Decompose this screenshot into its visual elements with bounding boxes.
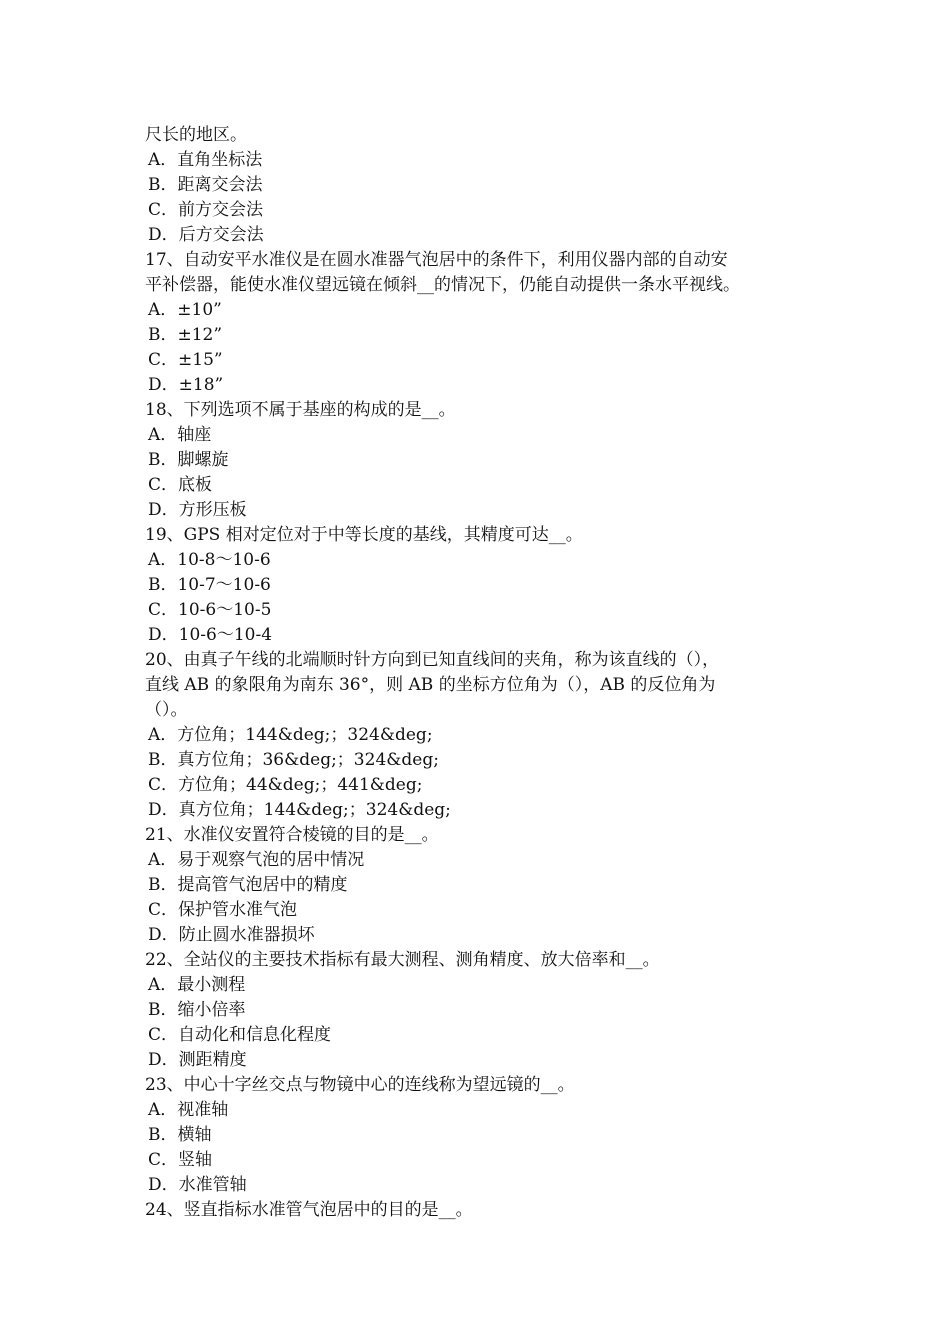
- option-line: A．最小测程: [148, 975, 246, 995]
- option-line: D．测距精度: [148, 1050, 247, 1070]
- question-19: 19、GPS 相对定位对于中等长度的基线，其精度可达__。: [145, 525, 583, 545]
- option-line: B．±12”: [148, 325, 223, 345]
- option-line: D．±18”: [148, 375, 224, 395]
- option-line: A．轴座: [148, 425, 212, 445]
- question-continuation: 直线 AB 的象限角为南东 36°，则 AB 的坐标方位角为（），AB 的反位角为: [145, 675, 716, 695]
- option-line: B．提高管气泡居中的精度: [148, 875, 348, 895]
- option-line: C．10-6～10-5: [148, 600, 272, 620]
- option-line: D．10-6～10-4: [148, 625, 273, 645]
- question-continuation: 尺长的地区。: [145, 125, 247, 145]
- question-17: 17、自动安平水准仪是在圆水准器气泡居中的条件下，利用仪器内部的自动安: [145, 250, 728, 270]
- option-line: C．±15”: [148, 350, 223, 370]
- option-line: C．竖轴: [148, 1150, 213, 1170]
- option-line: B．横轴: [148, 1125, 212, 1145]
- option-line: A．方位角；144&deg;；324&deg;: [148, 725, 433, 745]
- option-line: B．距离交会法: [148, 175, 263, 195]
- question-22: 22、全站仪的主要技术指标有最大测程、测角精度、放大倍率和__。: [145, 950, 660, 970]
- question-21: 21、水准仪安置符合棱镜的目的是__。: [145, 825, 439, 845]
- option-line: B．缩小倍率: [148, 1000, 246, 1020]
- question-20: 20、由真子午线的北端顺时针方向到已知直线间的夹角，称为该直线的（），: [145, 650, 720, 670]
- question-continuation: 平补偿器，能使水准仪望远镜在倾斜__的情况下，仍能自动提供一条水平视线。: [145, 275, 740, 295]
- document-body: [145, 123, 815, 1223]
- question-continuation: （）。: [145, 700, 188, 720]
- option-line: A．易于观察气泡的居中情况: [148, 850, 365, 870]
- question-23: 23、中心十字丝交点与物镜中心的连线称为望远镜的__。: [145, 1075, 575, 1095]
- question-24: 24、竖直指标水准管气泡居中的目的是__。: [145, 1200, 473, 1220]
- option-line: B．脚螺旋: [148, 450, 229, 470]
- option-line: C．方位角；44&deg;；441&deg;: [148, 775, 423, 795]
- option-line: A．±10”: [148, 300, 222, 320]
- option-line: A．直角坐标法: [148, 150, 263, 170]
- option-line: D．后方交会法: [148, 225, 264, 245]
- option-line: A．视准轴: [148, 1100, 229, 1120]
- option-line: B．真方位角；36&deg;；324&deg;: [148, 750, 439, 770]
- option-line: C．自动化和信息化程度: [148, 1025, 332, 1045]
- option-line: B．10-7～10-6: [148, 575, 271, 595]
- option-line: D．真方位角；144&deg;；324&deg;: [148, 800, 451, 820]
- option-line: C．保护管水准气泡: [148, 900, 298, 920]
- option-line: D．水准管轴: [148, 1175, 247, 1195]
- option-line: A．10-8～10-6: [148, 550, 271, 570]
- option-line: D．防止圆水准器损坏: [148, 925, 315, 945]
- option-line: D．方形压板: [148, 500, 247, 520]
- question-18: 18、下列选项不属于基座的构成的是__。: [145, 400, 456, 420]
- option-line: C．底板: [148, 475, 213, 495]
- option-line: C．前方交会法: [148, 200, 264, 220]
